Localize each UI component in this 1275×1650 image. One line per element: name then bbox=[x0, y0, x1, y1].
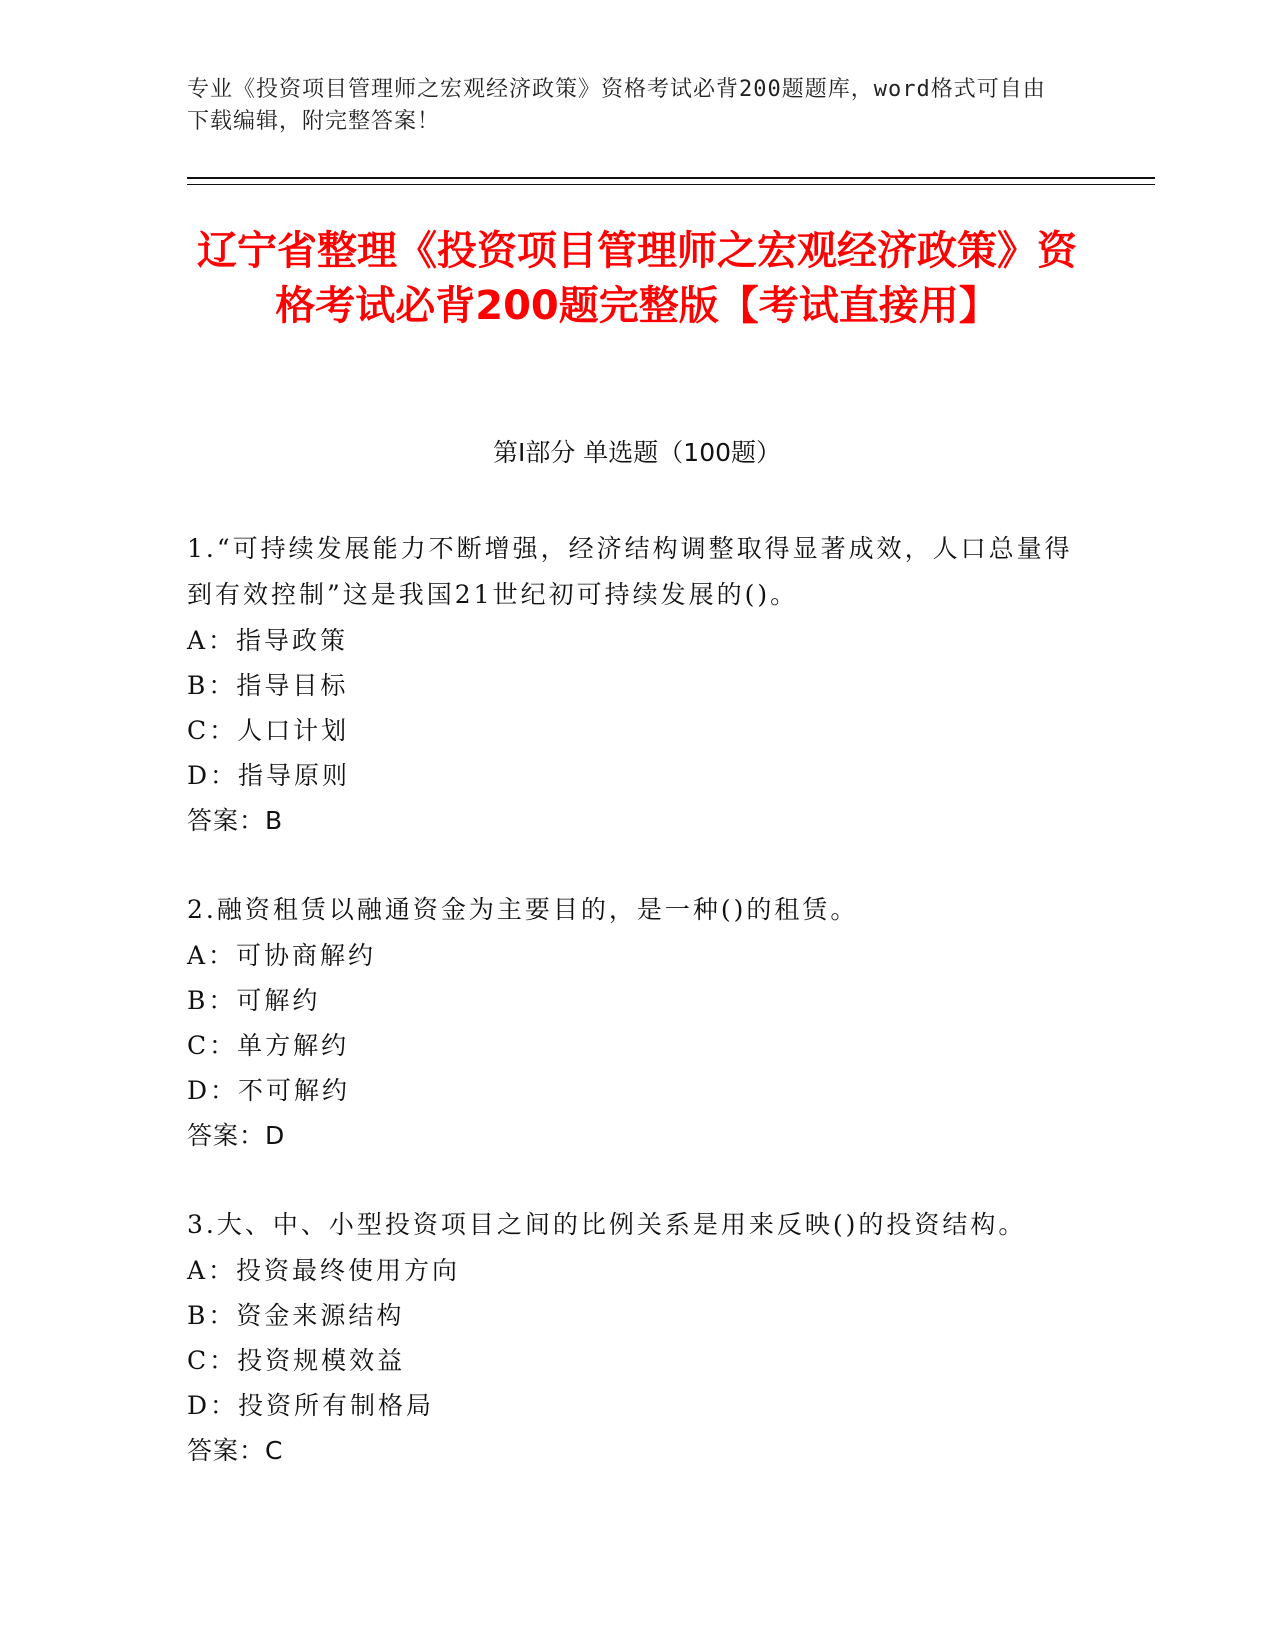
option-a: A：指导政策 bbox=[187, 626, 349, 655]
question-stem: 1.“可持续发展能力不断增强，经济结构调整取得显著成效，人口总量得到有效控制”这是我国21世纪初可持续发展的()。 bbox=[187, 534, 1073, 609]
option-b: B：可解约 bbox=[187, 986, 321, 1015]
option-b: B：资金来源结构 bbox=[187, 1301, 405, 1330]
section-title: 第Ⅰ部分 单选题（100题） bbox=[492, 438, 782, 467]
question-stem: 3.大、中、小型投资项目之间的比例关系是用来反映()的投资结构。 bbox=[187, 1210, 1027, 1239]
option-c: C：人口计划 bbox=[187, 716, 350, 745]
option-a: A：投资最终使用方向 bbox=[187, 1256, 461, 1285]
document-title: 辽宁省整理《投资项目管理师之宏观经济政策》资格考试必背200题完整版【考试直接用】 bbox=[197, 228, 1077, 329]
answer: 答案：D bbox=[187, 1121, 286, 1150]
option-b: B：指导目标 bbox=[187, 671, 349, 700]
question-2 bbox=[187, 887, 1087, 1159]
header-rule-thin bbox=[187, 184, 1155, 185]
answer: 答案：C bbox=[187, 1436, 284, 1465]
option-a: A：可协商解约 bbox=[187, 941, 377, 970]
question-1 bbox=[187, 526, 1087, 844]
option-c: C：单方解约 bbox=[187, 1031, 350, 1060]
option-c: C：投资规模效益 bbox=[187, 1346, 406, 1375]
header-note: 专业《投资项目管理师之宏观经济政策》资格考试必背200题题库，word格式可自由下载编辑，附完整答案！ bbox=[187, 77, 1046, 134]
option-d: D：不可解约 bbox=[187, 1076, 351, 1105]
answer: 答案：B bbox=[187, 806, 284, 835]
question-list bbox=[187, 526, 1087, 1517]
option-d: D：投资所有制格局 bbox=[187, 1391, 435, 1420]
header-rule-thick bbox=[187, 177, 1155, 179]
question-3 bbox=[187, 1202, 1087, 1474]
option-d: D：指导原则 bbox=[187, 761, 351, 790]
question-stem: 2.融资租赁以融通资金为主要目的，是一种()的租赁。 bbox=[187, 895, 859, 924]
